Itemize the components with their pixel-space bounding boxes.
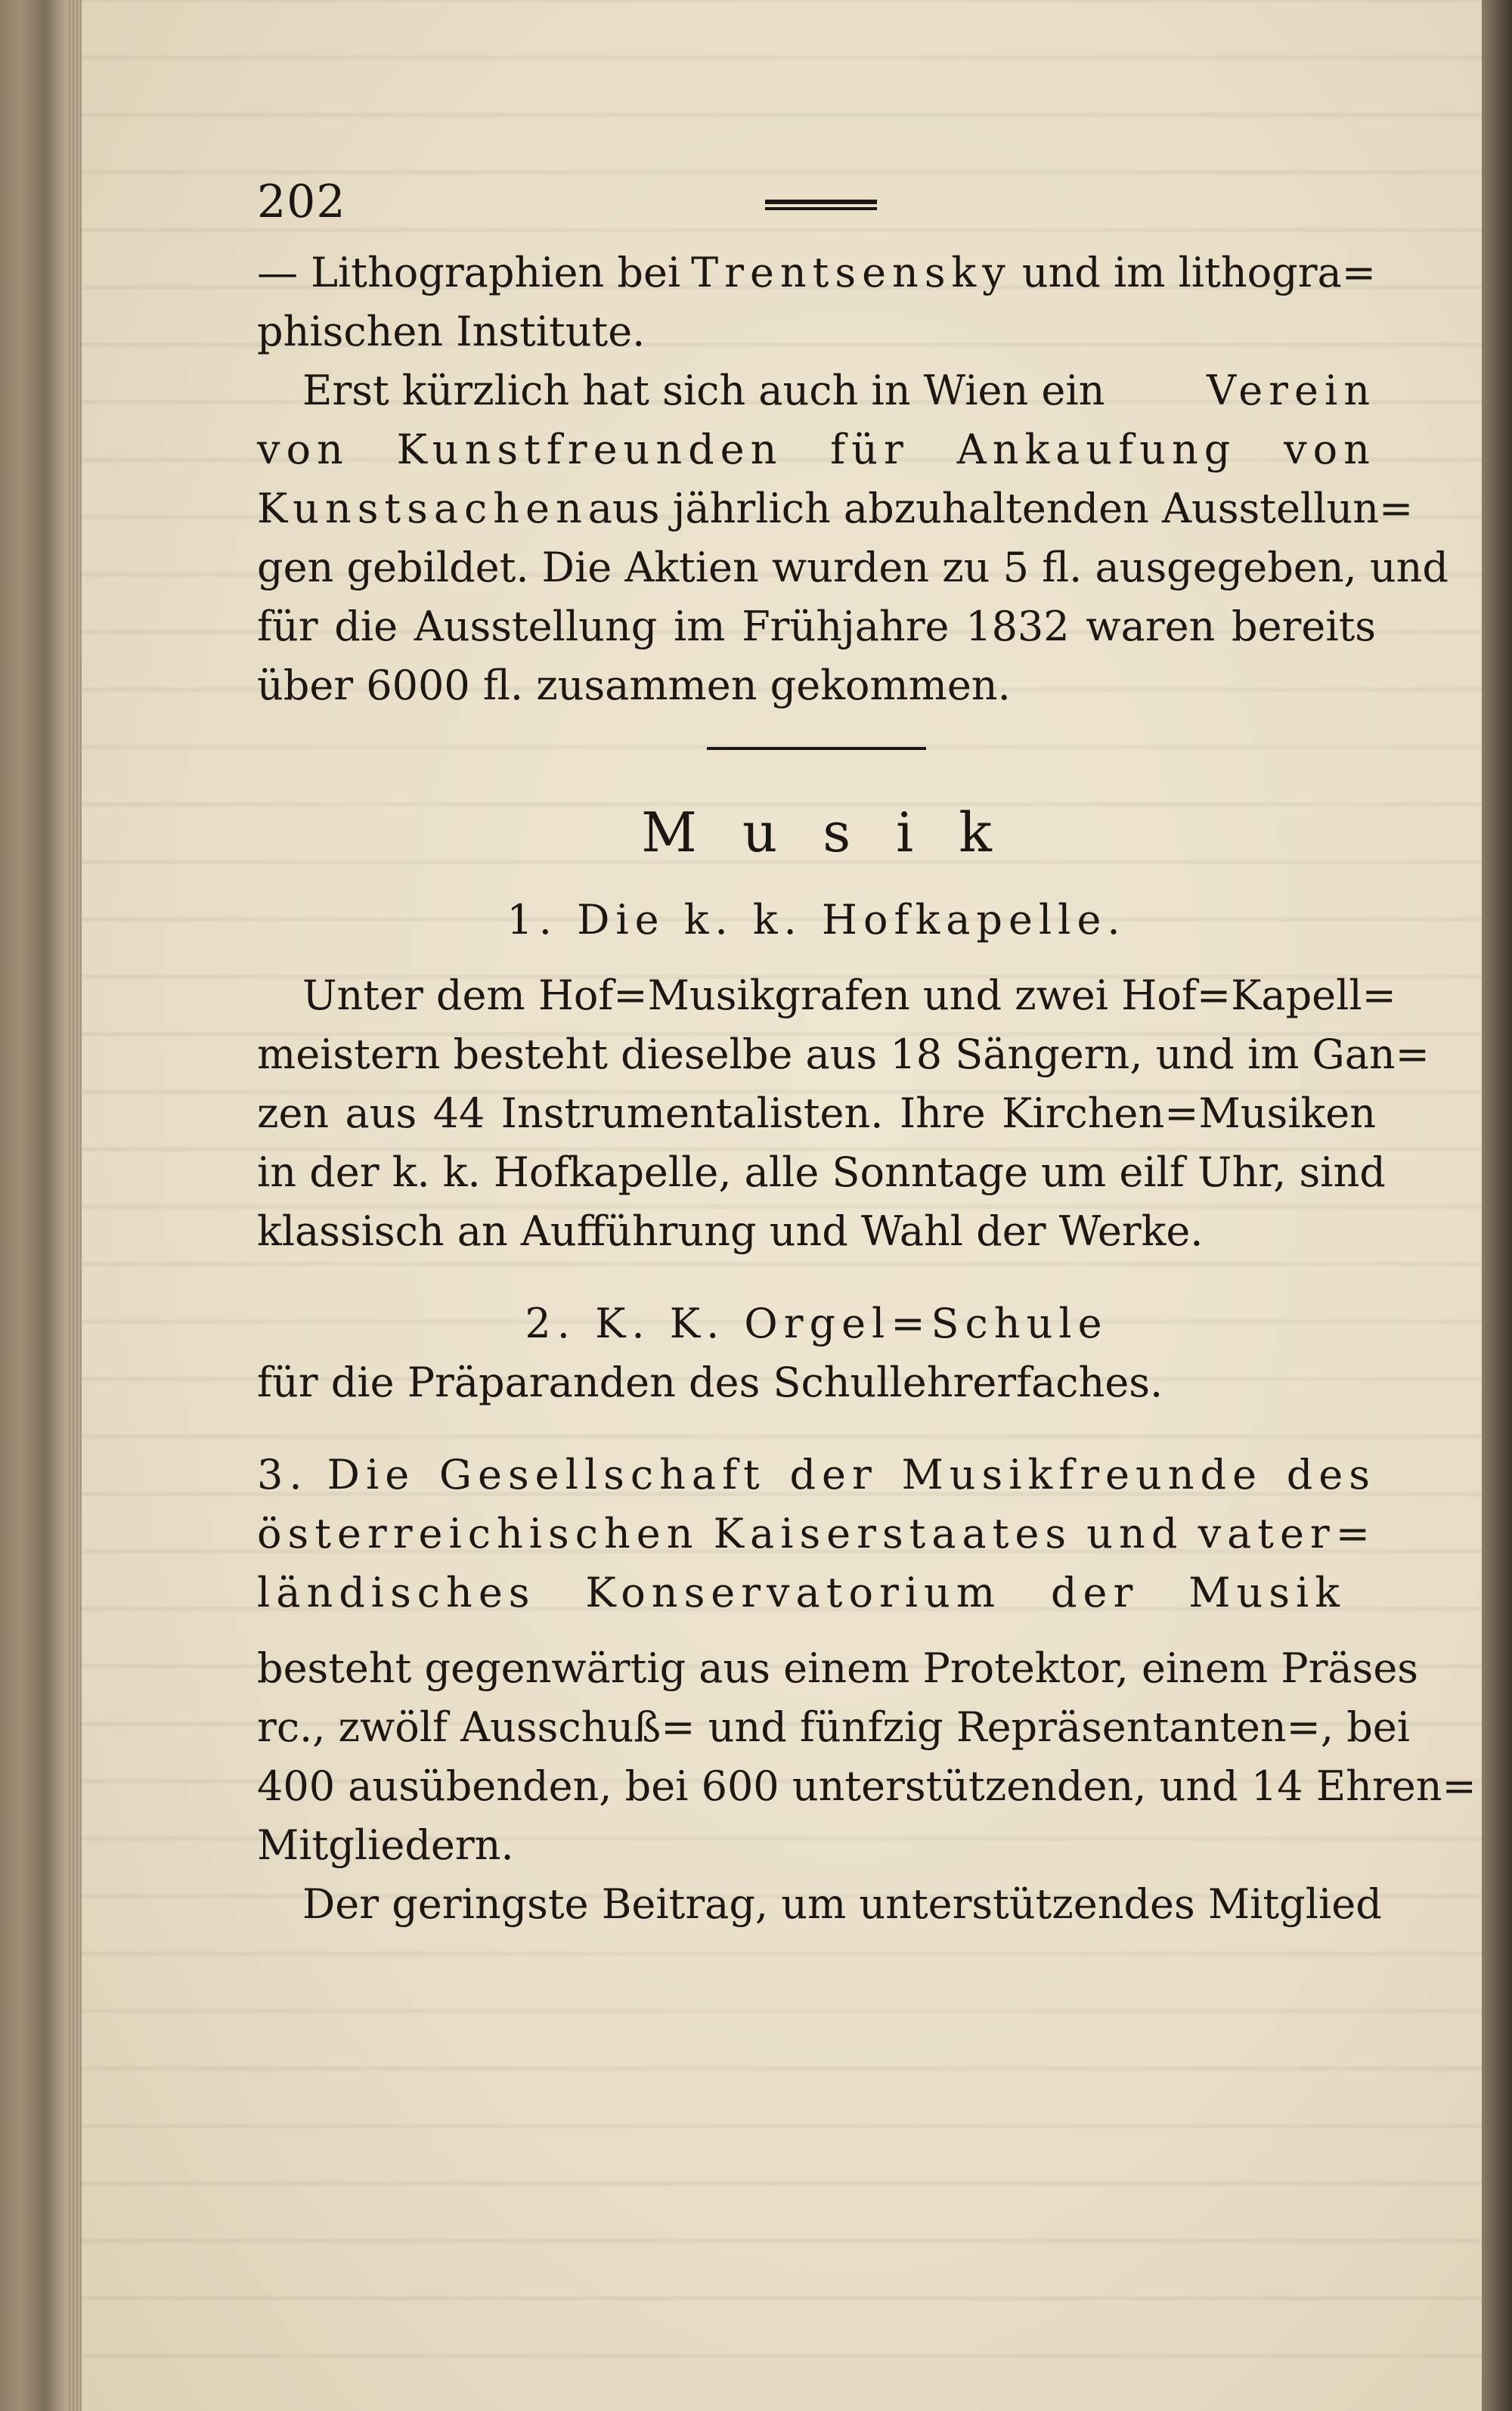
spaced-word: Verein	[1207, 367, 1376, 414]
heading-word: und	[1086, 1510, 1184, 1557]
heading-word: 3. Die	[257, 1451, 416, 1498]
spaced-word: Kunstsachen	[257, 485, 588, 532]
heading-text: 1. Die k. k. Hofkapelle.	[507, 896, 1126, 944]
spaced-name: Trentsensky	[691, 249, 1012, 296]
section-divider	[707, 747, 926, 750]
text-line	[257, 1757, 1476, 1816]
word: und im lithogra=	[1021, 249, 1376, 296]
text-line	[257, 538, 1448, 597]
heading-word: Kaiserstaates	[713, 1510, 1073, 1557]
subsection-heading	[257, 1505, 1376, 1563]
subsection-heading	[257, 1446, 1376, 1505]
text-line	[257, 1353, 1376, 1412]
section-heading: Musik	[641, 801, 1037, 864]
spaced-word: Ankaufung	[956, 426, 1237, 473]
text-line	[257, 966, 1396, 1025]
heading-word: ländisches	[257, 1569, 536, 1616]
text-line	[257, 1816, 1376, 1875]
word: von	[1284, 426, 1376, 473]
page-number: 202	[257, 175, 346, 228]
word: besteht gegenwärtig aus einem Protektor, einem Präses	[257, 1644, 1418, 1692]
text-line	[257, 1025, 1430, 1084]
subsection-heading	[257, 1563, 1376, 1622]
text-line	[257, 1143, 1386, 1202]
spaced-word: Kunstfreunden	[396, 426, 783, 473]
word: meistern besteht dieselbe aus 18 Sängern, und im Gan=	[257, 1030, 1430, 1078]
subsection-heading	[257, 891, 1376, 950]
heading-word: der	[1050, 1569, 1139, 1616]
main-text	[257, 243, 1476, 1934]
text-line	[257, 479, 1414, 538]
word: — Lithographien bei	[257, 249, 681, 296]
word: gen gebildet. Die Aktien wurden zu 5 fl. ausgegeben, und	[257, 544, 1448, 591]
text-line	[257, 243, 1376, 302]
header-rule	[765, 200, 877, 210]
heading-word: Konservatorium	[585, 1569, 1002, 1616]
heading-word: Gesellschaft	[438, 1451, 766, 1498]
heading-word: des	[1286, 1451, 1376, 1498]
word: aus jährlich abzuhaltenden Ausstellun=	[587, 485, 1414, 532]
text-line	[257, 1875, 1382, 1934]
page-shadow-edge	[1482, 0, 1512, 2411]
word: für	[830, 426, 909, 473]
word: Mitgliedern.	[257, 1821, 514, 1869]
text-line	[257, 1698, 1411, 1757]
text-line	[257, 1639, 1418, 1698]
word: Der geringste Beitrag, um unterstützendes Mitglied	[302, 1880, 1382, 1928]
heading-word: Musik	[1188, 1569, 1346, 1616]
word: in der k. k. Hofkapelle, alle Sonntage um eilf Uhr, sind	[257, 1148, 1386, 1196]
heading-word: der	[789, 1451, 878, 1498]
word: klassisch an Aufführung und Wahl der Werke.	[257, 1207, 1204, 1255]
word: für die Präparanden des Schullehrerfaches.	[257, 1359, 1163, 1406]
heading-word: österreichischen	[257, 1510, 699, 1557]
text-line	[257, 1202, 1376, 1261]
text-line	[257, 361, 1376, 420]
heading-text: 2. K. K. Orgel=Schule	[525, 1300, 1108, 1347]
word: 400 ausübenden, bei 600 unterstützenden, und 14 Ehren=	[257, 1762, 1476, 1810]
word: über 6000 fl. zusammen gekommen.	[257, 662, 1011, 709]
subsection-heading	[257, 1294, 1376, 1353]
text-line	[257, 302, 1376, 361]
text-line	[257, 597, 1376, 656]
word: phischen Institute.	[257, 308, 646, 355]
heading-word: vater=	[1198, 1510, 1376, 1557]
word: Erst kürzlich hat sich auch in Wien ein	[302, 367, 1105, 414]
text-line	[257, 1084, 1376, 1143]
heading-word: Musikfreunde	[901, 1451, 1263, 1498]
word: von	[257, 426, 349, 473]
word: zen aus 44 Instrumentalisten. Ihre Kirchen=Musiken	[257, 1089, 1376, 1137]
word: rc., zwölf Ausschuß= und fünfzig Repräsentanten=, bei	[257, 1703, 1411, 1751]
text-line	[257, 656, 1376, 715]
text-line	[257, 420, 1376, 479]
word: für die Ausstellung im Frühjahre 1832 waren bereits	[257, 603, 1376, 650]
running-head	[257, 175, 1376, 236]
word: Unter dem Hof=Musikgrafen und zwei Hof=Kapell=	[302, 972, 1396, 1019]
